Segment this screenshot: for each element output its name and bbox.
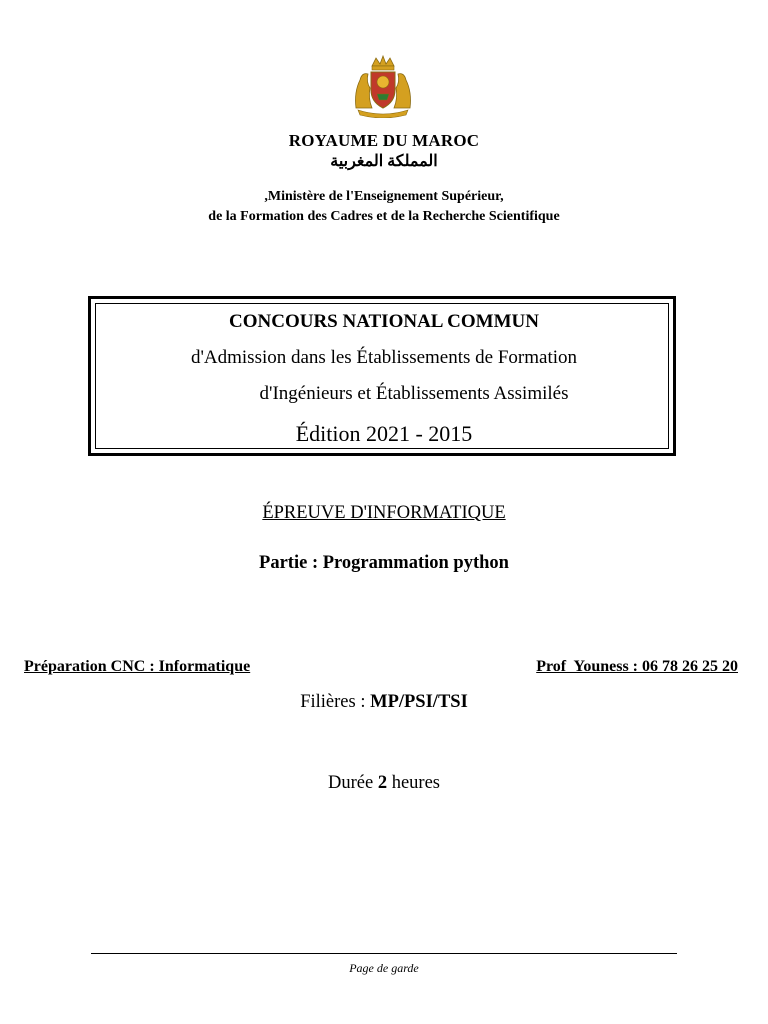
- ministry-line-2: de la Formation des Cadres et de la Recherche Scientifique: [208, 209, 560, 224]
- prof-contact: Prof Youness : 06 78 26 25 20: [536, 658, 738, 675]
- kingdom-name-arabic: المملكة المغربية: [330, 153, 438, 170]
- duration-pre: Durée: [328, 773, 378, 793]
- duration-value: 2: [377, 773, 388, 793]
- filieres-line: [0, 692, 768, 713]
- kingdom-name: ROYAUME DU MAROC: [288, 131, 480, 150]
- concours-edition: Édition 2021 - 2015: [295, 421, 473, 446]
- footer-page-label: Page de garde: [349, 961, 419, 975]
- preparation-label: Préparation CNC : Informatique: [24, 658, 251, 675]
- duration-post: heures: [387, 773, 440, 793]
- exam-part: Partie : Programmation python: [259, 553, 509, 573]
- concours-title: CONCOURS NATIONAL COMMUN: [229, 311, 539, 332]
- moroccan-coat-of-arms-icon: [350, 52, 416, 118]
- duration-line: [0, 773, 768, 794]
- filieres-value: MP/PSI/TSI: [370, 692, 468, 712]
- footer-divider: [91, 953, 677, 954]
- filieres-label: Filières :: [300, 692, 371, 712]
- exam-subject: ÉPREUVE D'INFORMATIQUE: [262, 503, 506, 523]
- ministry-line-1: ,Ministère de l'Enseignement Supérieur,: [264, 189, 504, 204]
- concours-line-2: d'Ingénieurs et Établissements Assimilés: [259, 383, 569, 404]
- concours-line-1: d'Admission dans les Établissements de Formation: [190, 347, 578, 368]
